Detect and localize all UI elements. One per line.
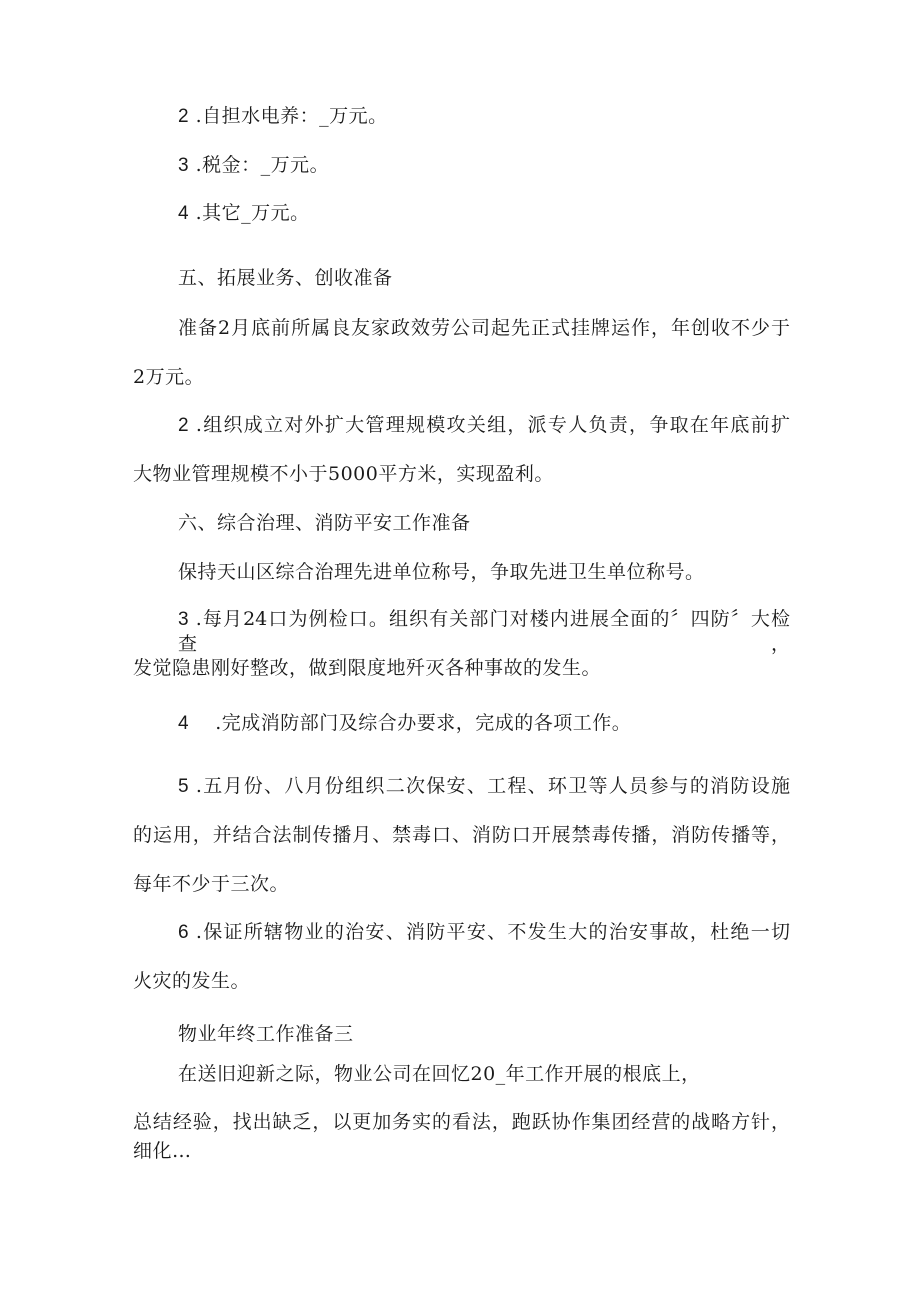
item-number: 2 (178, 106, 190, 127)
item-text: .其它_万元。 (189, 202, 310, 224)
section-heading-5: 五、拓展业务、创收准备 (178, 267, 393, 289)
item-text: .五月份、八月份组织二次保安、工程、环卫等人员参与的消防设施 (188, 775, 790, 797)
item-3-monthly-inspection (178, 607, 790, 656)
paragraph-line: 每年不少于三次。 (133, 873, 290, 895)
item-2-self-utilities (178, 104, 388, 129)
paragraph-line: 发觉隐患刚好整改，做到限度地歼灭各种事故的发生。 (133, 657, 602, 679)
paragraph-line: 在送旧迎新之际，物业公司在回忆20_年工作开展的根底上， (178, 1063, 701, 1085)
item-3-tax (178, 153, 329, 178)
paragraph-line: 大物业管理规模不小于5000平方米，实现盈利。 (133, 463, 554, 485)
paragraph-line: 的运用，并结合法制传播月、禁毒口、消防口开展禁毒传播，消防传播等， (133, 824, 790, 846)
item-number: 4 (178, 713, 190, 734)
paragraph-line: 火灾的发生。 (133, 970, 251, 992)
item-text: .每月24口为例检口。组织有关部门对楼内进展全面的〞四防〞大检查， (178, 608, 790, 655)
item-2-expand-management (178, 413, 790, 438)
paragraph-line: 2万元。 (133, 366, 205, 388)
item-text: .完成消防部门及综合办要求，完成的各项工作。 (189, 712, 632, 734)
item-4-other (178, 201, 310, 226)
item-text: .自担水电养：_万元。 (189, 105, 388, 127)
item-text: .组织成立对外扩大管理规模攻关组，派专人负责，争取在年底前扩 (188, 414, 790, 436)
document-subtitle: 物业年终工作准备三 (178, 1023, 354, 1045)
item-number: 6 (178, 922, 189, 943)
item-number: 3 (178, 155, 190, 176)
item-text: .税金：_万元。 (189, 154, 330, 176)
item-text: .保证所辖物业的治安、消防平安、不发生大的治安事故，杜绝一切 (188, 921, 790, 943)
item-number: 3 (178, 609, 189, 630)
paragraph-line: 总结经验，找出缺乏，以更加务实的看法，跑跃协作集团经营的战略方针， (133, 1111, 790, 1133)
item-5-fire-training (178, 774, 790, 799)
paragraph-line: 准备2月底前所属良友家政效劳公司起先正式挂牌运作，年创收不少于 (178, 317, 790, 339)
paragraph-line-ellipsis: 细化… (133, 1140, 192, 1162)
item-number: 5 (178, 776, 189, 797)
paragraph-line: 保持天山区综合治理先进单位称号，争取先进卫生单位称号。 (178, 561, 705, 583)
item-number: 2 (178, 415, 189, 436)
item-number: 4 (178, 203, 190, 224)
section-heading-6: 六、综合治理、消防平安工作准备 (178, 512, 471, 534)
item-6-public-security (178, 920, 790, 945)
item-4-fire-requirements (178, 711, 631, 736)
